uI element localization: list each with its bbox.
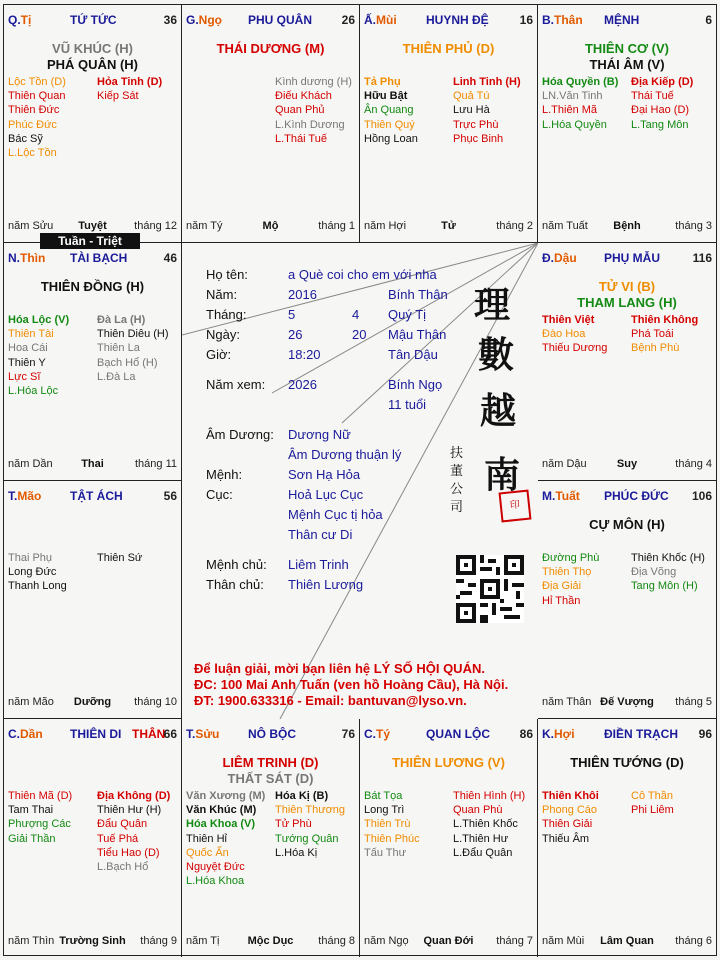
ngay-label: Ngày: [206,327,240,342]
menhchu-value: Liêm Trinh [288,557,349,572]
can-chi-label: C.Dần [8,727,43,741]
star-item: Hóa Kị (B) [275,790,329,802]
star-item: Hoa Cái [8,342,48,355]
star-item: Cô Thần [631,790,673,802]
tieu-han-year: năm Thìn [8,935,55,947]
star-item: L.Hóa Kị [275,846,318,859]
truong-sinh-phase: Suy [616,458,638,470]
star-item: Hỉ Thần [542,594,581,607]
star-item: Quan Phủ [275,104,325,117]
main-star: LIÊM TRINH (D) [222,755,319,770]
tieu-han-year: năm Thân [542,696,592,708]
star-item: Hóa Khoa (V) [186,818,256,831]
qr-code-image[interactable] [456,555,524,623]
star-item: Địa Kiếp (D) [631,76,694,88]
main-star: THÁI ÂM (V) [589,57,665,72]
cell-footer [8,696,177,710]
dai-han-number: 96 [698,727,712,741]
star-item: Đào Hoa [542,328,586,341]
cell-header [542,727,712,743]
star-item: L.Thiên Mã [542,104,598,117]
ngay-can: Mậu Thân [388,327,447,342]
palace-name: PHU QUÂN [248,13,313,27]
tieu-han-year: năm Dậu [542,458,587,470]
seal-char: 扶 [450,446,464,461]
star-item: Thiên Giải [542,818,593,831]
star-item: Đẩu Quân [97,818,148,831]
minor-stars-right [453,75,521,146]
palace-cell-hoi [538,719,716,957]
calligraphy-char-1: 理 [474,284,511,326]
star-item: L.Đẩu Quân [453,846,513,859]
dai-han-number: 66 [163,727,177,741]
cell-header [364,727,533,743]
cuc-value-1: Hoả Lục Cục [288,487,364,502]
star-item: Hồng Loan [364,132,418,145]
minor-stars-right [631,789,674,817]
cell-footer [364,220,533,234]
can-chi-label: B.Thân [542,13,583,27]
star-item: Điếu Khách [275,90,332,103]
star-item: Thiên Việt [542,314,595,326]
dai-han-number: 86 [519,727,533,741]
can-chi-label: Ấ.Mùi [364,13,397,27]
cell-footer [364,935,533,949]
minor-stars-right [97,313,169,384]
star-item: L.Tang Môn [631,118,689,131]
nguyet-han-month: tháng 12 [134,220,177,232]
can-chi-label: G.Ngọ [186,13,222,27]
minor-stars-left [542,75,618,132]
star-item: Thiên Y [8,356,46,369]
star-item: Tuế Phá [97,832,139,845]
star-item: Giải Thần [8,832,56,845]
star-item: Thiếu Dương [542,342,608,355]
cell-footer [8,935,177,949]
thang-label: Tháng: [206,307,247,322]
minor-stars-right [631,551,705,594]
nguyet-han-month: tháng 9 [140,935,177,947]
star-item: Địa Giải [542,580,582,593]
menh-label: Mệnh: [206,467,243,482]
palace-name: PHỤ MẪU [604,251,660,265]
nguyet-han-month: tháng 6 [675,935,712,947]
tieu-han-year: năm Sửu [8,220,54,232]
minor-stars-left [364,75,418,146]
cell-header [8,251,177,267]
cell-header [186,727,355,743]
star-item: Thiếu Âm [542,832,590,845]
palace-cell-ngo [182,5,360,243]
amduong-label: Âm Dương: [206,427,274,442]
main-star: PHÁ QUÂN (H) [47,57,138,72]
minor-stars-left [542,789,599,846]
truong-sinh-phase: Quan Đới [423,935,474,947]
star-item: Phúc Đức [8,118,57,131]
star-item: Đường Phù [542,552,600,564]
dai-han-number: 6 [705,13,712,27]
star-item: Thiên Trù [364,818,411,831]
cell-header [542,13,712,29]
cuc-value-3: Thân cư Di [288,527,353,542]
contact-block [194,661,508,709]
palace-cell-mui [360,5,538,243]
star-item: Hóa Quyền (B) [542,76,619,88]
star-item: Thiên Quan [8,90,66,103]
can-chi-label: C.Tý [364,727,391,741]
cell-footer [542,696,712,710]
truong-sinh-phase: Bệnh [613,220,641,232]
cell-header [542,489,712,505]
can-chi-label: Đ.Dậu [542,251,577,265]
star-item: Quả Tú [453,90,490,103]
main-star: TỬ VI (B) [598,279,656,294]
amduong-value-1: Dương Nữ [288,427,351,442]
cell-header [8,727,177,743]
cell-footer [542,458,712,472]
thanchu-label: Thân chủ: [206,577,264,592]
thanchu-value: Thiên Lương [288,577,364,592]
star-item: Quốc Ấn [186,846,229,859]
tieu-han-year: năm Hợi [364,220,407,232]
minor-stars-left [186,789,265,888]
palace-name: TỨ TỨC [70,13,117,27]
palace-name: TẬT ÁCH [70,489,123,503]
ngay-value: 26 [288,327,303,342]
contact-line-3[interactable]: ĐT: 1900.633316 - Email: bantuvan@lyso.vn. [194,693,467,708]
cuc-value-2: Mệnh Cục tị hỏa [288,507,383,522]
star-item: Tang Môn (H) [631,580,698,593]
star-item: Tấu Thư [364,846,407,859]
star-item: Quan Phù [453,804,503,817]
star-item: Thiên Thương [275,804,346,817]
star-item: Bạch Hổ (H) [97,356,158,369]
star-item: Bát Tọa [364,790,403,802]
contact-line-2: ĐC: 100 Mai Anh Tuấn (ven hồ Hoàng Cầu), Hà Nội. [194,677,509,692]
nam-can: Bính Thân [388,287,448,302]
can-chi-label: T.Sửu [186,727,220,741]
star-item: Thiên Thọ [542,566,592,579]
star-item: Thanh Long [8,580,67,593]
truong-sinh-phase: Mộ [262,220,279,232]
star-item: Văn Xương (M) [186,790,266,802]
cuc-label: Cục: [206,487,233,502]
nguyet-han-month: tháng 3 [675,220,712,232]
star-item: Tả Phụ [364,76,401,88]
tieu-han-year: năm Tuất [542,220,588,232]
tuoi-value: 11 tuổi [388,397,427,412]
star-item: Hữu Bật [364,90,408,103]
star-item: Thiên Phúc [364,832,420,845]
truong-sinh-phase: Lâm Quan [600,935,654,947]
star-item: Thai Phụ [8,552,53,564]
star-item: Phục Binh [453,132,504,145]
palace-cell-ti [4,5,182,243]
star-item: Văn Khúc (M) [186,804,257,817]
calligraphy-char-2: 數 [478,334,515,376]
calligraphy-char-3: 越 [480,390,517,432]
can-chi-label: T.Mão [8,489,42,503]
star-item: Phi Liêm [631,804,674,817]
seal-char: 公 [450,482,464,497]
main-star: THẤT SÁT (D) [227,771,314,786]
minor-stars-left [8,313,69,398]
dai-han-number: 106 [691,489,712,503]
star-item: Thiên Hỉ [186,832,227,845]
minor-stars-left [542,551,599,608]
tuvi-chart [3,4,717,956]
nguyet-han-month: tháng 2 [496,220,533,232]
main-star: THIÊN PHỦ (D) [402,41,495,56]
star-item: Tử Phù [275,818,312,831]
minor-stars-right [97,551,142,565]
star-item: L.Hóa Khoa [186,875,245,888]
palace-cell-than [538,5,716,243]
gio-value: 18:20 [288,347,321,362]
amduong-value-2: Âm Dương thuận lý [288,447,402,462]
star-item: Trực Phù [453,118,499,131]
star-item: Phá Toái [631,328,674,341]
star-item: Đại Hao (D) [631,104,690,117]
star-item: Long Đức [8,566,57,579]
palace-name: TÀI BẠCH [70,251,128,265]
main-star: THIÊN LƯƠNG (V) [392,755,505,770]
truong-sinh-phase: Tử [441,220,456,232]
thang-can: Quý Tị [388,307,427,322]
palace-cell-mao [4,481,182,719]
star-item: Tam Thai [8,804,54,817]
namxem-label: Năm xem: [206,377,266,392]
palace-name: QUAN LỘC [426,727,490,741]
can-chi-label: M.Tuất [542,489,580,503]
nguyet-han-month: tháng 10 [134,696,177,708]
palace-cell-suu [182,719,360,957]
cell-header [186,13,355,29]
star-item: Lộc Tồn (D) [8,76,66,88]
star-item: Thiên Đức [8,104,60,117]
star-item: Thiên Tài [8,328,54,341]
main-star: THIÊN TƯỚNG (D) [570,755,684,770]
star-item: Thiên Mã (D) [8,790,73,802]
tieu-han-year: năm Tị [186,935,220,947]
star-item: Thiên Quý [364,118,415,131]
tieu-han-year: năm Mùi [542,935,585,947]
star-item: Kình dương (H) [275,76,352,88]
palace-name: HUYNH ĐỆ [426,13,489,27]
minor-stars-right [275,789,345,860]
cell-footer [8,458,177,472]
star-item: Địa Võng [631,566,677,579]
can-chi-label: Q.Tị [8,13,32,27]
namxem-value: 2026 [288,377,317,392]
cell-footer [8,220,177,234]
dai-han-number: 16 [519,13,533,27]
nguyet-han-month: tháng 7 [496,935,533,947]
center-info-panel [182,243,538,719]
cell-header [542,251,712,267]
nam-value: 2016 [288,287,317,302]
minor-stars-left [8,551,67,594]
star-item: Địa Không (D) [97,790,171,802]
star-item: L.Hóa Lộc [8,385,59,398]
cell-header [8,489,177,505]
gio-can: Tân Dậu [388,347,438,362]
cell-footer [186,220,355,234]
star-item: L.Thiên Khốc [453,818,518,831]
palace-name: MỆNH [604,13,640,27]
menh-value: Sơn Hạ Hỏa [288,467,361,482]
star-item: LN.Văn Tinh [542,90,603,103]
star-item: L.Đà La [97,370,136,383]
main-star: THIÊN CƠ (V) [584,41,670,56]
minor-stars-left [8,75,66,160]
cell-footer [542,220,712,234]
gio-label: Giờ: [206,347,232,362]
main-star: CỰ MÔN (H) [589,517,665,532]
cell-footer [542,935,712,949]
palace-name: PHÚC ĐỨC [604,489,669,503]
truong-sinh-phase: Trường Sinh [59,935,126,947]
cell-header [364,13,533,29]
star-item: Đà La (H) [97,314,146,326]
tieu-han-year: năm Dần [8,458,53,470]
star-item: Lực Sĩ [8,370,41,383]
star-item: L.Thái Tuế [275,132,327,145]
star-item: L.Hóa Quyền [542,118,607,131]
star-item: Lưu Hà [453,104,490,117]
truong-sinh-phase: Dưỡng [73,696,112,708]
star-item: L.Thiên Hư [453,832,509,845]
star-item: Tiểu Hao (D) [97,846,160,859]
star-item: Hóa Lộc (V) [8,314,70,326]
star-item: Thiên Diêu (H) [97,328,169,341]
dai-han-number: 76 [341,727,355,741]
star-item: Bác Sỹ [8,132,43,145]
seal-char: 董 [450,464,464,479]
nguyet-han-month: tháng 1 [318,220,355,232]
star-item: Tướng Quân [275,832,339,845]
calligraphy-char-4: 南 [484,454,521,496]
palace-cell-ty [360,719,538,957]
palace-name: THIÊN DI [70,727,122,741]
palace-name: ĐIỀN TRẠCH [604,727,678,741]
palace-name: NÔ BỘC [248,727,296,741]
ngay-am: 20 [352,327,367,342]
seal-small-text [450,445,466,517]
star-item: Bệnh Phù [631,342,680,355]
tieu-han-year: năm Mão [8,696,54,708]
star-item: Thiên La [97,342,140,355]
star-item: Nguyệt Đức [186,861,245,874]
minor-stars-right [97,789,170,874]
can-chi-label: K.Hợi [542,727,575,741]
minor-stars-left [542,313,607,356]
main-star: THIÊN ĐỒNG (H) [40,279,145,294]
main-star: THAM LANG (H) [577,295,677,310]
star-item: Thiên Khôi [542,790,599,802]
tuan-triet-badge: Tuần - Triệt [40,233,140,249]
nguyet-han-month: tháng 11 [134,458,177,470]
nguyet-han-month: tháng 4 [675,458,712,470]
star-item: Thiên Không [631,314,699,326]
star-item: Thái Tuế [631,90,674,103]
star-item: Thiên Khốc (H) [631,552,705,564]
tieu-han-year: năm Tý [186,220,223,232]
star-item: L.Bạch Hổ [97,861,149,874]
nam-label: Năm: [206,287,238,302]
nguyet-han-month: tháng 5 [675,696,712,708]
star-item: Phượng Các [8,818,71,831]
star-item: Phong Cáo [542,804,598,817]
minor-stars-right [275,75,352,146]
than-marker: THÂN [132,727,166,741]
minor-stars-left [8,789,72,846]
dai-han-number: 56 [163,489,177,503]
main-star: THÁI DƯƠNG (M) [216,41,325,56]
dai-han-number: 26 [341,13,355,27]
star-item: L.Kình Dương [275,118,345,131]
seal-char: 司 [450,500,464,515]
star-item: L.Lộc Tồn [8,147,57,160]
tieu-han-year: năm Ngọ [364,935,409,947]
star-item: Hỏa Tinh (D) [97,76,163,88]
palace-cell-thin [4,243,182,481]
can-chi-label: N.Thìn [8,251,46,265]
namxem-can: Bính Ngọ [388,377,443,392]
hoten-label: Họ tên: [206,267,248,282]
nguyet-han-month: tháng 8 [318,935,355,947]
thang-am: 4 [352,307,360,322]
palace-cell-dan [4,719,182,957]
star-item: Long Trì [364,804,405,817]
star-item: Ân Quang [364,104,414,117]
main-star: VŨ KHÚC (H) [52,41,133,56]
star-item: Linh Tinh (H) [453,76,521,88]
minor-stars-right [453,789,525,860]
truong-sinh-phase: Đế Vượng [600,696,654,708]
dai-han-number: 46 [163,251,177,265]
minor-stars-right [97,75,162,103]
star-item: Kiếp Sát [97,90,139,103]
hoten-value: a Què coi cho em với nha [288,267,437,282]
star-item: Thiên Sứ [97,552,143,564]
minor-stars-right [631,313,698,356]
cell-footer [186,935,355,949]
star-item: Thiên Hình (H) [453,790,526,802]
palace-cell-tuat [538,481,716,719]
star-item: Thiên Hư (H) [97,804,162,817]
cell-header [8,13,177,29]
menhchu-label: Mệnh chủ: [206,557,267,572]
truong-sinh-phase: Thai [81,458,104,470]
thang-value: 5 [288,307,296,322]
minor-stars-right [631,75,693,132]
truong-sinh-phase: Tuyệt [78,220,107,232]
dai-han-number: 36 [163,13,177,27]
minor-stars-left [364,789,420,860]
contact-line-1: Để luận giải, mời bạn liên hệ LÝ SỐ HỘI QUÁN. [194,661,485,676]
red-seal-stamp: 印 [499,490,532,523]
palace-cell-dau [538,243,716,481]
dai-han-number: 116 [692,251,712,265]
truong-sinh-phase: Mộc Dục [247,935,294,947]
